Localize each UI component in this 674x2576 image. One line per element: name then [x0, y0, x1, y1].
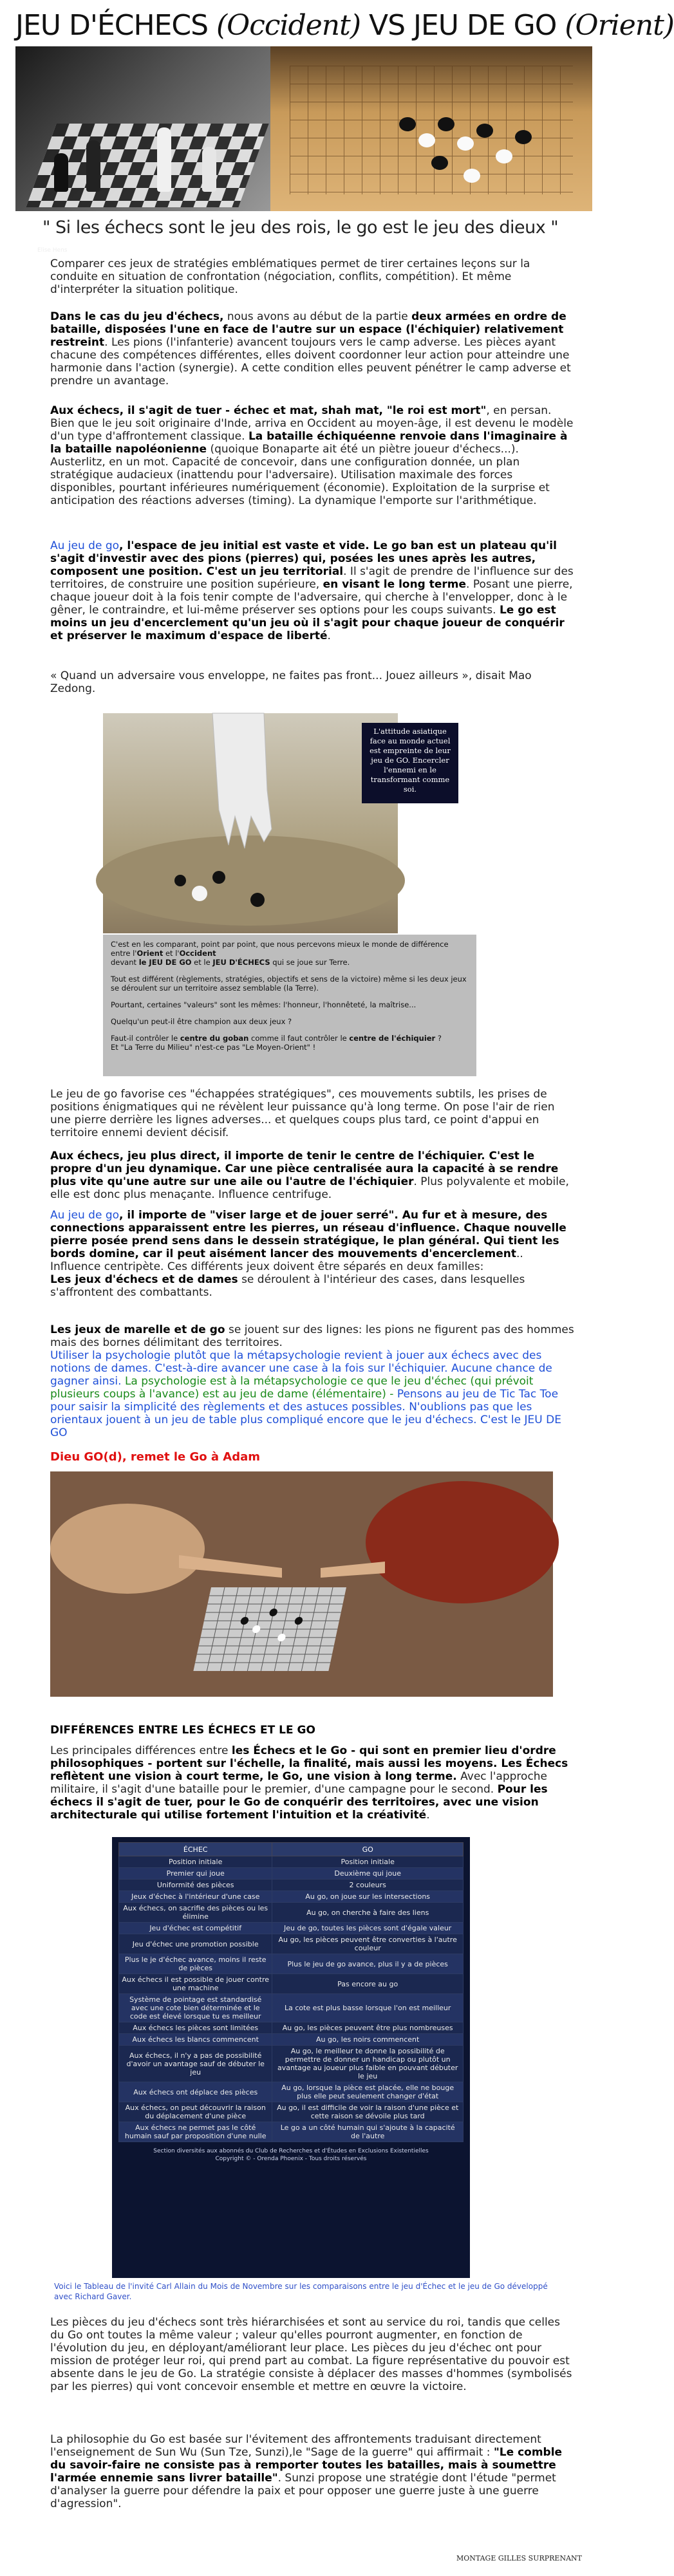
table-cell-chess: Uniformité des pièces [119, 1880, 272, 1891]
table-row [119, 1994, 463, 2022]
go-paragraph-2: Le jeu de go favorise ces "échappées stratégiques", ces mouvements subtils, les prises de positions énigmatiques qui ne révèlent leur puissance qu'à long terme. On pose l'air de rien une pierre derrière les lignes adverses... et quelques coups plus tard, ce point d'appui en territoire ennemi devient décisif. [50, 1088, 555, 1139]
go-paragraph-3: Au jeu de go, il importe de "viser large et de jouer serré". Au fur et à mesure, des connections apparaissent entre les pierres, un réseau d'influence. Chaque nouvelle pierre posée prend sens dans le dessein stratégique, le plan général. Qui tient les bords domine, car il peut aisément lancer des mouvements d'encerclement.. Influence centripète. Ces différents jeux doivent être séparés en deux familles: Les jeux d'échecs et de dames se déroulent à l'intérieur des cases, dans lesquelles s'affrontent des combattants. [50, 1209, 566, 1299]
table-cell-go: Au go, les noirs commencent [272, 2034, 463, 2046]
table-cell-go: Au go, les pièces peuvent être plus nombreuses [272, 2022, 463, 2034]
table-cell-chess: Aux échecs ne permet pas le côté humain sauf par proposition d'une nulle [119, 2122, 272, 2142]
page-title [15, 9, 674, 42]
table-cell-chess: Position initiale [119, 1856, 272, 1868]
chess-paragraph-2: Aux échecs, il s'agit de tuer - échec et mat, shah mat, "le roi est mort", en persan. Bien que le jeu soit originaire d'Inde, arriva en Occident au moyen-âge, il est devenu le modèle d'un type d'affrontement classique. La bataille échiquéenne renvoie dans l'imaginaire à la bataille napoléonienne (quoique Bonaparte ait été un piètre joueur d'échecs...). Austerlitz, en un mot. Capacité de concevoir, dans une configuration donnée, un plan stratégique audacieux (inattendu pour l'adversaire). Utilisation maximale des forces disponibles, pourtant inférieures numériquement (économie). Exploitation de la surprise et anticipation des réactions adverses (timing). La dynamique l'emporte sur l'arithmétique. [50, 404, 574, 507]
photo-credit: Elise Hens [37, 247, 68, 254]
table-footer [118, 2147, 463, 2163]
table-row [119, 1856, 463, 1868]
table-cell-chess: Premier qui joue [119, 1868, 272, 1880]
table-row [119, 2046, 463, 2082]
hand-caption-box: L'attitude asiatique face au monde actuel est empreinte de leur jeu de GO. Encercler l'ennemi en le transformant comme soi. [362, 723, 458, 803]
chess-paragraph-3: Aux échecs, jeu plus direct, il importe de tenir le centre de l'échiquier. C'est le propre d'un jeu dynamique. Car une pièce centralisée aura la capacité à se rendre plus vite qu'une autre sur une aile ou l'autre de l'échiquier. Plus polyvalente et mobile, elle est donc plus menaçante. Influence centrifuge. [50, 1150, 569, 1201]
pieces-paragraph: Les pièces du jeu d'échecs sont très hiérarchisées et sont au service du roi, tandis que celles du Go ont toutes la même valeur ; valeur qu'elles pourront augmenter, en fonction de l'évolution du jeu, en déployant/améliorant leur place. Les pièces du jeu d'échec ont pour mission de protéger leur roi, qui prend part au combat. La figure représentative du pouvoir est absente dans le jeu de Go. La stratégie consiste à déplacer des masses d'hommes (symbolisés par les pierres) qui vont concevoir ensemble et mettre en œuvre la victoire. [50, 2316, 572, 2393]
table-row [119, 1868, 463, 1880]
differences-paragraph: Les principales différences entre les Échecs et le Go - qui sont en premier lieu d'ordre philosophiques - portent sur l'échelle, la finalité, mais aussi les moyens. Les Échecs reflètent une vision à court terme, le Go, une vision à long terme. Avec l'approche militaire, il s'agit d'une bataille pour le premier, d'une campagne pour le second. Pour les échecs il s'agit de tuer, pour le Go de conquérir des territoires, avec une vision architecturale qui utilise fortement l'intuition et la créativité. [50, 1744, 568, 1822]
table-row [119, 1903, 463, 1923]
comparison-table [118, 1842, 463, 2142]
comparison-table-image [112, 1837, 470, 2278]
marelle-paragraph: Les jeux de marelle et de go se jouent sur des lignes: les pions ne figurent pas des hommes mais des bornes délimitant des territoires. Utiliser la psychologie plutôt que la métapsychologie revient à jouer aux échecs avec des notions de dames. C'est-à-dire avancer une case à la fois sur l'échiquier. Aucune chance de gagner ainsi. La psychologie est à la métapsychologie ce que le jeu d'échec (qui prévoit plusieurs coups à l'avance) est au jeu de dame (élémentaire) - Pensons au jeu de Tic Tac Toe pour saisir la simplicité des règlements et des astuces possibles. N'oublions pas que les orientaux jouent à un jeu de table plus compliqué encore que le jeu d'échecs. C'est le JEU DE GO [50, 1323, 574, 1439]
table-cell-chess: Aux échecs il est possible de jouer contre une machine [119, 1974, 272, 1994]
hand-illustration [103, 713, 398, 933]
table-cell-go: Deuxième qui joue [272, 1868, 463, 1880]
table-cell-go: Jeu de go, toutes les pièces sont d'égale valeur [272, 1923, 463, 1934]
table-cell-go: La cote est plus basse lorsque l'on est meilleur [272, 1994, 463, 2022]
note-line-1: C'est en les comparant, point par point, que nous percevons mieux le monde de différence entre l'Orient et l'Occident [111, 940, 449, 958]
table-row [119, 1891, 463, 1903]
note-line-2: devant le JEU DE GO et le JEU D'ÉCHECS qui se joue sur Terre. [111, 958, 350, 967]
table-cell-go: Au go, on cherche à faire des liens [272, 1903, 463, 1923]
table-cell-chess: Jeu d'échec une promotion possible [119, 1934, 272, 1954]
table-row [119, 1974, 463, 1994]
note-line-6: Faut-il contrôler le centre du goban comme il faut contrôler le centre de l'échiquier ? [111, 1034, 442, 1043]
table-footer-line-2: Copyright © - Orenda Phoenix - Tous droits réservés [215, 2156, 367, 2162]
title-chess: JEU D'ÉCHECS [15, 9, 216, 42]
table-cell-go: Au go, on joue sur les intersections [272, 1891, 463, 1903]
differences-heading: DIFFÉRENCES ENTRE LES ÉCHECS ET LE GO [50, 1724, 315, 1737]
table-cell-chess: Aux échecs ont déplace des pièces [119, 2082, 272, 2102]
table-cell-chess: Système de pointage est standardisé avec une cote bien déterminée et le code est élevé lorsque tu es meilleur [119, 1994, 272, 2022]
montage-credit: MONTAGE GILLES SURPRENANT [456, 2554, 582, 2562]
chess-paragraph-1: Dans le cas du jeu d'échecs, nous avons au début de la partie deux armées en ordre de bataille, disposées l'une en face de l'autre sur un espace (l'échiquier) relativement restreint. Les pions (l'infanterie) avancent toujours vers le camp adverse. Les pièces ayant chacune des compétences différentes, elles doivent coordonner leur action pour atteindre une harmonie dans l'action (synergie). A cette condition elles peuvent pénétrer le camp adverse et prendre un avantage. [50, 310, 571, 387]
table-cell-go: Au go, lorsque la pièce est placée, elle ne bouge plus elle peut seulement changer d'état [272, 2082, 463, 2102]
table-cell-go: 2 couleurs [272, 1880, 463, 1891]
table-row [119, 2022, 463, 2034]
table-cell-chess: Aux échecs, on sacrifie des pièces ou les élimine [119, 1903, 272, 1923]
title-vs: VS JEU DE GO [360, 9, 565, 42]
note-line-3: Tout est différent (règlements, stratégies, objectifs et sens de la victoire) même si les deux jeux se déroulent sur un territoire assez semblable (la Terre). [111, 975, 467, 993]
table-cell-chess: Aux échecs les pièces sont limitées [119, 2022, 272, 2034]
table-row [119, 2034, 463, 2046]
table-row [119, 1954, 463, 1974]
table-cell-go: Au go, les pièces peuvent être converties à l'autre couleur [272, 1934, 463, 1954]
dieu-go-heading: Dieu GO(d), remet le Go à Adam [50, 1450, 261, 1464]
philosophy-paragraph: La philosophie du Go est basée sur l'évitement des affrontements traduisant directement l'enseignement de Sun Wu (Sun Tze, Sunzi),le "Sage de la guerre" qui affirmait : "Le comble du savoir-faire ne consiste pas à remporter toutes les batailles, mais à soumettre l'armée ennemie sans livrer bataille". Sunzi propose une stratégie dont l'étude "permet d'analyser la guerre pour défendre la paix et pour opposer une guerre juste à une guerre d'agression". [50, 2433, 563, 2510]
table-row [119, 1923, 463, 1934]
go-photo [270, 46, 592, 211]
note-line-4: Pourtant, certaines "valeurs" sont les mêmes: l'honneur, l'honnêteté, la maîtrise... [111, 1000, 417, 1009]
note-line-7: Et "La Terre du Milieu" n'est-ce pas "Le Moyen-Orient" ! [111, 1043, 316, 1052]
table-caption: Voici le Tableau de l'invité Carl Allain du Mois de Novembre sur les comparaisons entre le jeu d'Échec et le jeu de Go développé avec Richard Gaver. [54, 2282, 548, 2301]
quote: " Si les échecs sont le jeu des rois, le go est le jeu des dieux " [42, 218, 559, 238]
chess-photo [15, 46, 270, 254]
table-cell-go: Position initiale [272, 1856, 463, 1868]
table-cell-chess: Jeux d'échec à l'intérieur d'une case [119, 1891, 272, 1903]
table-row [119, 2082, 463, 2102]
title-orient: (Orient) [565, 9, 674, 42]
table-cell-chess: Jeu d'échec est compétitif [119, 1923, 272, 1934]
table-cell-go: Plus le jeu de go avance, plus il y a de pièces [272, 1954, 463, 1974]
comparison-note-box [103, 935, 476, 1076]
table-row [119, 1880, 463, 1891]
creation-of-adam-go-illustration [50, 1471, 553, 1697]
table-cell-go: Le go a un côté humain qui s'ajoute à la capacité de l'autre [272, 2122, 463, 2142]
table-cell-chess: Plus le je d'échec avance, moins il reste de pièces [119, 1954, 272, 1974]
table-header-go: GO [272, 1843, 463, 1856]
table-cell-chess: Aux échecs les blancs commencent [119, 2034, 272, 2046]
table-row [119, 2122, 463, 2142]
go-paragraph-1: Au jeu de go, l'espace de jeu initial est vaste et vide. Le go ban est un plateau qu'il s'agit d'investir avec des pions (pierres) qui, posées les unes après les autres, composent une position. C'est un jeu territorial. Il s'agit de prendre de l'influence sur des territoires, de construire une position supérieure, en visant le long terme. Posant une pierre, chaque joueur doit à la fois tenir compte de l'adversaire, qui cherche à l'envelopper, donc à le gêner, le contraindre, et lui-même préserver ses options pour les coups suivants. Le go est moins un jeu d'encerclement qu'un jeu où il s'agit pour chaque joueur de conquérir et préserver le maximum d'espace de liberté. [50, 539, 574, 642]
title-occident: (Occident) [216, 9, 360, 42]
table-cell-chess: Aux échecs, il n'y a pas de possibilité d'avoir un avantage sauf de débuter le jeu [119, 2046, 272, 2082]
mao-quote: « Quand un adversaire vous enveloppe, ne faites pas front... Jouez ailleurs », disait Mao Zedong. [50, 669, 532, 695]
table-row [119, 1934, 463, 1954]
table-cell-go: Pas encore au go [272, 1974, 463, 1994]
table-footer-line-1: Section diversités aux abonnés du Club de Recherches et d'Études en Exclusions Existentielles [153, 2148, 429, 2154]
intro-paragraph: Comparer ces jeux de stratégies emblématiques permet de tirer certaines leçons sur la conduite en situation de confrontation (négociation, conflits, compétition). Et même d'interpréter la situation politique. [50, 257, 530, 296]
table-cell-go: Au go, le meilleur te donne la possibilité de permettre de donner un handicap ou plutôt un avantage au joueur plus faible en pouvant débuter le jeu [272, 2046, 463, 2082]
table-row [119, 2102, 463, 2122]
table-header-chess: ÉCHEC [119, 1843, 272, 1856]
table-cell-chess: Aux échecs, on peut découvrir la raison du déplacement d'une pièce [119, 2102, 272, 2122]
note-line-5: Quelqu'un peut-il être champion aux deux jeux ? [111, 1017, 292, 1026]
table-cell-go: Au go, il est difficile de voir la raison d'une pièce et cette raison se dévoile plus tard [272, 2102, 463, 2122]
